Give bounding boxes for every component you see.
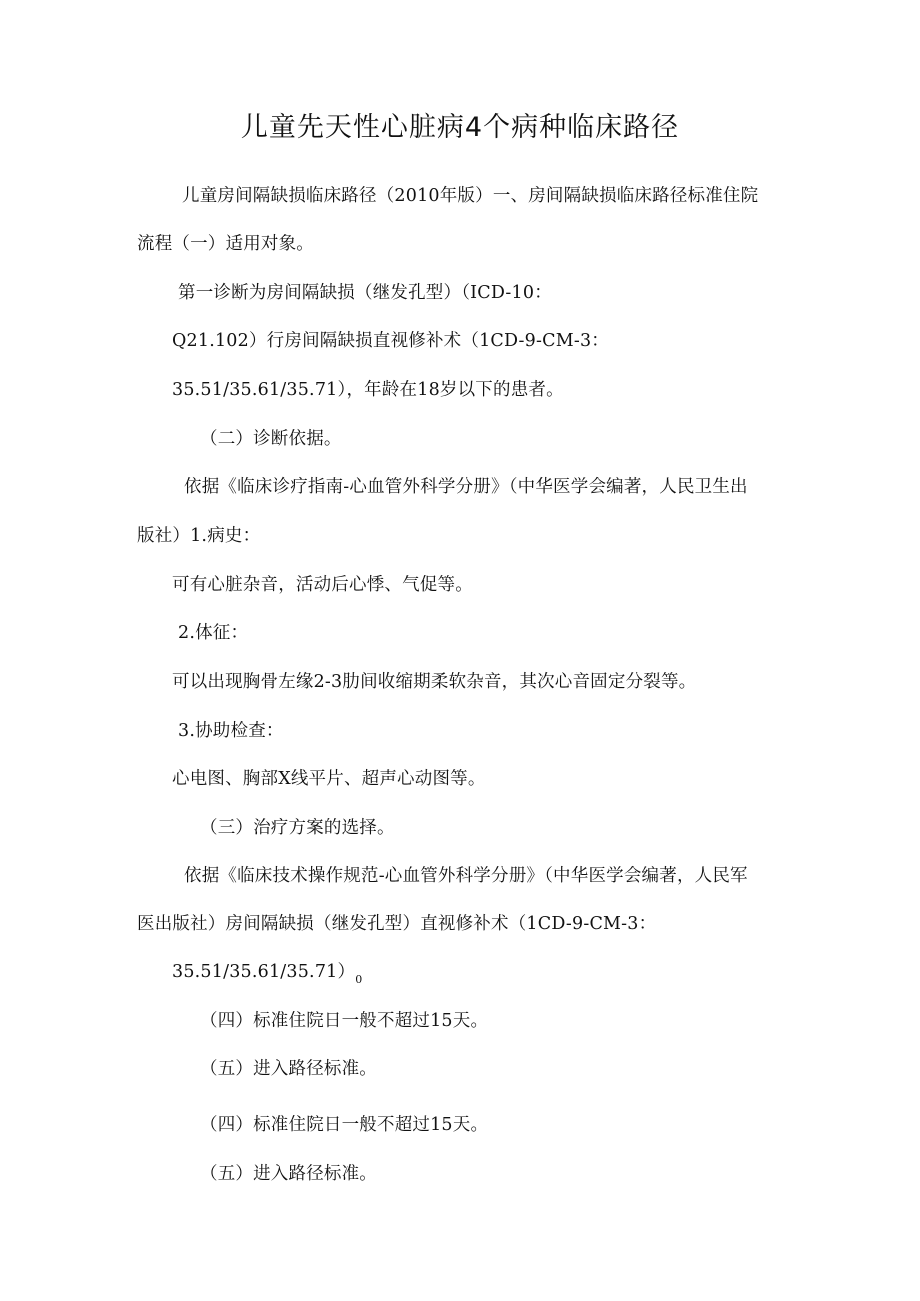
paragraph-line: 可有心脏杂音，活动后心悸、气促等。 xyxy=(172,575,473,595)
paragraph-line: 依据《临床诊疗指南-心血管外科学分册》（中华医学会编著，人民卫生出 xyxy=(184,477,748,497)
paragraph-line: 35.51/35.61/35.71），年龄在18岁以下的患者。 xyxy=(172,380,564,400)
document-title: 儿童先天性心脏病4个病种临床路径 xyxy=(240,112,680,143)
section-heading: （三）治疗方案的选择。 xyxy=(200,818,395,838)
section-heading: （五）进入路径标准。 xyxy=(200,1164,377,1184)
paragraph-line: 依据《临床技术操作规范-心血管外科学分册》（中华医学会编著，人民军 xyxy=(184,866,748,886)
paragraph-line: 3.协助检查： xyxy=(178,721,284,741)
section-heading: （五）进入路径标准。 xyxy=(200,1059,377,1079)
paragraph-line: 心电图、胸部X线平片、超声心动图等。 xyxy=(172,769,486,789)
section-heading: （四）标准住院日一般不超过15天。 xyxy=(200,1115,489,1135)
subscript-text: 0 xyxy=(355,973,363,986)
paragraph-line: 版社）1.病史： xyxy=(137,526,261,546)
section-heading: （四）标准住院日一般不超过15天。 xyxy=(200,1011,489,1031)
paragraph-line: Q21.102）行房间隔缺损直视修补术（1CD-9-CM-3： xyxy=(172,331,609,351)
paragraph-line: 2.体征： xyxy=(178,623,249,643)
paragraph-line: 可以出现胸骨左缘2-3肋间收缩期柔软杂音，其次心音固定分裂等。 xyxy=(172,672,697,692)
paragraph-line: 第一诊断为房间隔缺损（继发孔型）（ICD-10： xyxy=(178,283,552,303)
paragraph-line: 医出版社）房间隔缺损（继发孔型）直视修补术（1CD-9-CM-3： xyxy=(137,914,657,934)
paragraph-line xyxy=(172,958,362,994)
section-heading: （二）诊断依据。 xyxy=(200,429,342,449)
paragraph-text: 35.51/35.61/35.71） xyxy=(172,962,356,982)
paragraph-line: 流程（一）适用对象。 xyxy=(137,234,314,254)
paragraph-line: 儿童房间隔缺损临床路径（2010年版）一、房间隔缺损临床路径标准住院 xyxy=(182,186,759,206)
